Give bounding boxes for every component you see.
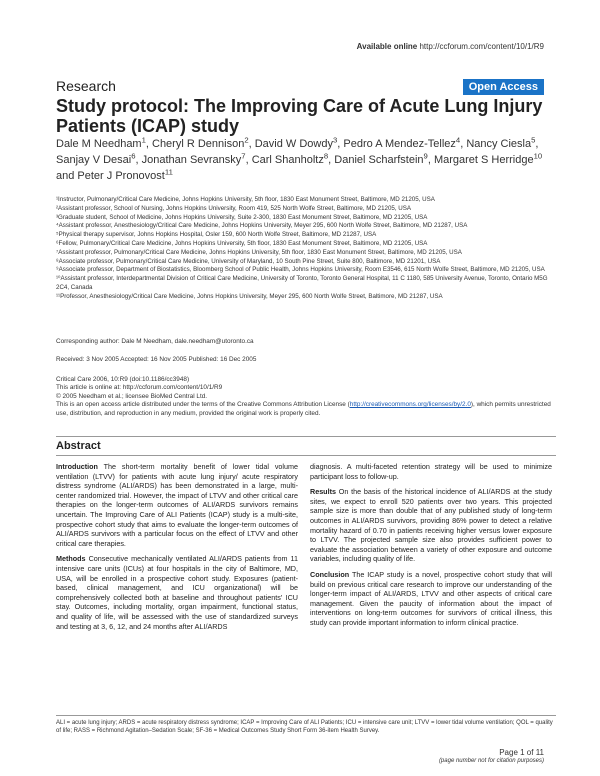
abstract-introduction — [56, 462, 298, 548]
author-affiliation-marker: 9 — [423, 151, 428, 161]
article-url[interactable]: http://ccforum.com/content/10/1/R9 — [419, 42, 544, 51]
intro-label: Introduction — [56, 462, 98, 471]
author-name: Jonathan Sevransky — [141, 154, 242, 166]
corresponding-author: Corresponding author: Dale M Needham, dale.needham@utoronto.ca — [56, 338, 254, 345]
author-name: Dale M Needham — [56, 138, 142, 150]
abstract-results — [310, 487, 552, 564]
affiliation-item: ⁸Associate professor, Pulmonary/Critical Care Medicine, University of Maryland, 10 South Pine Street, Suite 800, Baltimore, MD 21201, USA — [56, 257, 441, 265]
affiliation-item: ⁵Physical therapy supervisor, Johns Hopkins Hospital, Osler 159, 600 North Wolfe Street, Baltimore, MD 21287, USA — [56, 231, 377, 239]
conclusion-text: The ICAP study is a novel, prospective cohort study that will build on previous critical care research to improve our understanding of the longer-term impact of ALI/ARDS, LTVV and other aspects of critical care management. Given the paucity of information about the impact of interventions on long-term outcomes for survivors of critical illness, this study can provide important information to inform clinical practice. — [310, 569, 552, 627]
author-affiliation-marker: 4 — [455, 135, 461, 145]
affiliation-item: ³Graduate student, School of Medicine, Johns Hopkins University, Suite 2-300, 1830 East Monument Street, Baltimore, MD 21205, USA — [56, 213, 428, 221]
author-name: Peter J Pronovost — [77, 170, 165, 182]
results-text: On the basis of the historical incidence of ALI/ARDS at the study sites, we expect to enroll 520 patients over two years. This projected sample size is more than double that of any published study of long-term outcomes in ALI/ARDS survivors, providing 86% power to detect a relative mortality hazard of 0.70 in patients receiving higher versus lower exposure to LTVV. The projected sample size also provides sufficient power to evaluate the association between a variety of other exposure and outcome variables, including quality of life. — [310, 487, 553, 564]
copyright-line: © 2005 Needham et al.; licensee BioMed Central Ltd. — [56, 392, 208, 400]
abstract-rule-bottom — [56, 455, 556, 456]
affiliation-item: ⁹Associate professor, Department of Biostatistics, Bloomberg School of Public Health, Johns Hopkins University, Room E3546, 615 North Wolfe Street, Baltimore, MD 21205, USA — [56, 266, 545, 274]
citation-line: Critical Care 2006, 10:R9 (doi:10.1186/cc3948) — [56, 376, 190, 383]
author-affiliation-marker: 6 — [131, 151, 136, 161]
author-affiliation-marker: 2 — [244, 135, 249, 145]
abbreviations: ALI = acute lung injury; ARDS = acute respiratory distress syndrome; ICAP = Improving Care of ALI Patients; ICU = intensive care unit; LTVV = lower tidal volume ventilation; QOL = quality of life; RASS = Richmond Agitation–Sedation Scale; SF-36 = Medical Outcomes Study Short Form 36-item Health Survey. — [56, 720, 553, 734]
abstract-heading: Abstract — [56, 440, 101, 452]
available-label: Available online — [356, 42, 418, 51]
author-affiliation-marker: 10 — [533, 151, 543, 161]
abstract-methods-continued: diagnosis. A multi-faceted retention strategy will be used to minimize participant loss to follow-up. — [310, 462, 552, 481]
license-text — [56, 401, 556, 418]
page-note: (page number not for citation purposes) — [438, 758, 544, 764]
author-list: Dale M Needham$^1$, Cheryl R Dennison$^2$, David W Dowdy$^3$, Pedro A Mendez-Tellez$^4$, Nancy Ciesla$^5$, Sanjay V Desai$^6$, Jonathan Sevransky$^7$, Carl Shanholtz$^8$, Daniel Scharfstein$^9$, Margaret S Herridge$^{10}$ and Peter J Pronovost$^{11}$ — [56, 135, 543, 182]
abstract-left-column — [56, 462, 298, 637]
results-label: Results — [310, 487, 336, 497]
affiliation-item: ¹Instructor, Pulmonary/Critical Care Medicine, Johns Hopkins University, 5th floor, 1830 East Monument Street, Baltimore, MD 21205, USA — [56, 196, 435, 203]
affiliation-item: ²Assistant professor, School of Nursing, Johns Hopkins University, Room 419, 525 North Wolfe Street, Baltimore, MD 21205, USA — [56, 204, 412, 212]
methods-label: Methods — [56, 554, 86, 564]
methods-text: Consecutive mechanically ventilated ALI/ARDS patients from 11 intensive care units (ICUs) at four hospitals in the city of Baltimore, MD, USA, will be enrolled in a prospective cohort study. Exposures (patient-based, clinical management, and ICU organizational) will be comprehensively collected both at baseline and throughout patients' ICU stay. Outcomes, including mortality, organ impairment, functional status, and quality of life, will be assessed with the use of standardized surveys and testing at 3, 6, 12, and 24 months after ALI/ARDS — [56, 554, 298, 631]
author-name: Margaret S Herridge — [433, 154, 534, 166]
availability-line — [357, 42, 544, 51]
citation-block — [56, 376, 556, 418]
author-name: Sanjay V Desai — [56, 154, 132, 166]
conclusion-label: Conclusion — [310, 569, 350, 579]
section-label: Research — [56, 78, 116, 94]
affiliation-item: ⁶Fellow, Pulmonary/Critical Care Medicine, Johns Hopkins University, 5th floor, 1830 East Monument Street, Baltimore, MD 21205, USA — [56, 239, 428, 247]
article-dates: Received: 3 Nov 2005 Accepted: 16 Nov 2005 Published: 16 Dec 2005 — [56, 356, 257, 363]
author-name: Pedro A Mendez-Tellez — [343, 138, 456, 150]
affiliation-item: ¹¹Professor, Anesthesiology/Critical Care Medicine, Johns Hopkins University, Meyer 295, 600 North Wolfe Street, Baltimore, MD 21287, USA — [56, 292, 443, 300]
license-post: ), which permits unrestricted use, distribution, and reproduction in any medium, provided the original work is properly cited. — [56, 401, 551, 417]
online-line: This article is online at: http://ccforum.com/content/10/1/R9 — [56, 384, 223, 392]
author-affiliation-marker: 1 — [141, 135, 146, 145]
author-affiliation-marker: 8 — [323, 151, 329, 161]
author-name: Carl Shanholtz — [251, 154, 324, 166]
author-name: David W Dowdy — [254, 138, 333, 150]
open-access-badge: Open Access — [463, 79, 544, 95]
author-name: Daniel Scharfstein — [334, 154, 424, 166]
abstract-conclusion — [310, 570, 552, 628]
affiliation-item: ⁷Assistant professor, Pulmonary/Critical Care Medicine, Johns Hopkins University, 5th floor, 1830 East Monument Street, Baltimore, MD 21205, USA — [56, 248, 462, 256]
license-link[interactable]: http://creativecommons.org/licenses/by/2.0 — [349, 401, 471, 409]
footnote-rule — [56, 715, 556, 716]
page-number: Page 1 of 11 — [499, 748, 544, 757]
author-affiliation-marker: 5 — [531, 135, 536, 145]
intro-text: The short-term mortality benefit of lower tidal volume ventilation (LTVV) for patients with acute lung injury/ acute respiratory distress syndrome (ALI/ARDS) has been demonstrated in a large, multi-center randomized trial. However, the impact of LTVV and other critical care therapies on the longer-term outcomes of ALI/ARDS survivors remains uncertain. The Improving Care of ALI Patients (ICAP) study is a multi-site, prospective cohort study that aims to evaluate the longer-term outcomes of ALI/ARDS survivors with a particular focus on the effect of LTVV and other critical care therapies. — [56, 462, 299, 548]
abstract-right-column — [310, 462, 552, 634]
affiliation-item: ⁴Assistant professor, Anesthesiology/Critical Care Medicine, Johns Hopkins University, Meyer 295, 600 North Wolfe Street, Baltimore, MD 21287, USA — [56, 222, 468, 230]
license-pre: This is an open access article distributed under the terms of the Creative Commons Attribution License ( — [56, 401, 350, 409]
abstract-rule-top — [56, 436, 556, 437]
author-affiliation-marker: 7 — [241, 151, 246, 161]
author-name: Nancy Ciesla — [466, 138, 532, 150]
author-affiliation-marker: 11 — [164, 167, 173, 177]
article-title: Study protocol: The Improving Care of Acute Lung Injury Patients (ICAP) study — [56, 96, 543, 136]
author-affiliation-marker: 3 — [332, 135, 338, 145]
author-name: Cheryl R Dennison — [152, 138, 245, 150]
affiliations — [56, 196, 550, 302]
abstract-methods — [56, 554, 298, 631]
affiliation-item: ¹⁰Assistant professor, Interdepartmental Division of Critical Care Medicine, University of Toronto, Toronto General Hospital, 11 C 1180, 585 University Avenue, Toronto, Ontario M5G 2C4, Canada — [56, 275, 548, 291]
